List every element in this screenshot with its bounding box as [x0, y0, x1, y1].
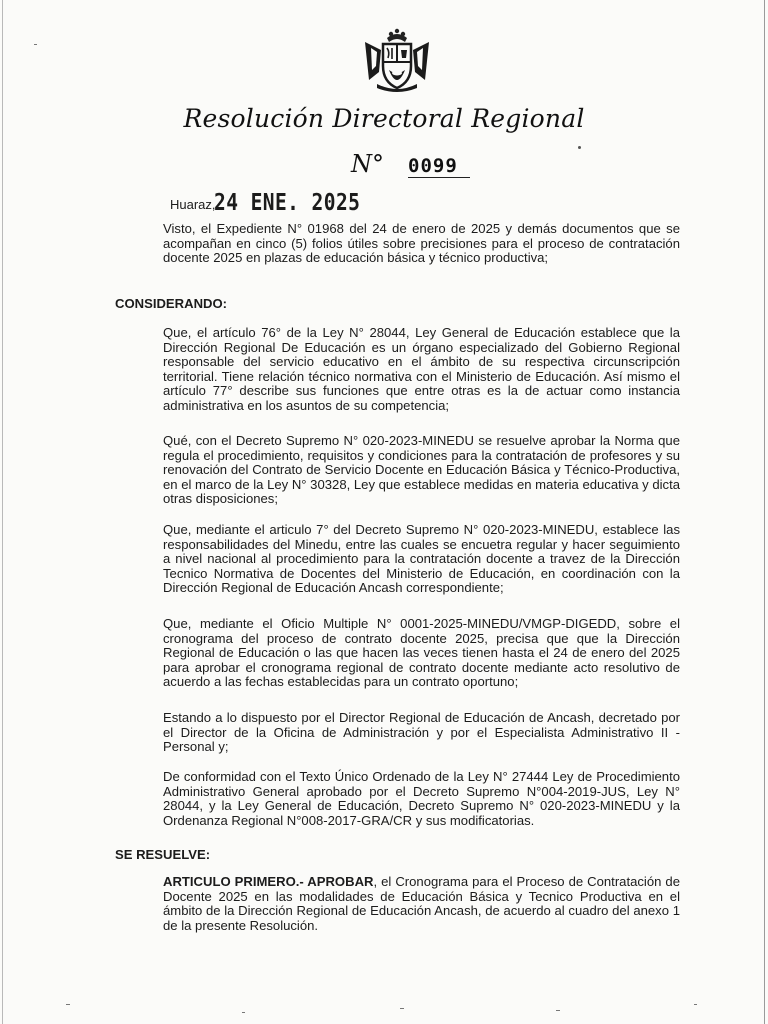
visto-text: Visto, el Expediente N° 01968 del 24 de enero de 2025 y demás documentos que se acompañan en cinco (5) folios útiles sobre precisiones para el proceso de contratación docente 2025 en plazas de educación básica y técnico productiva; [163, 221, 680, 266]
scan-speck [242, 1012, 245, 1013]
scan-speck [66, 1004, 70, 1005]
considerando-heading: CONSIDERANDO: [115, 296, 228, 311]
scan-speck [400, 1008, 404, 1009]
paragraph-text: De conformidad con el Texto Único Ordenado de la Ley N° 27444 Ley de Procedimiento Administrativo General aprobado por el Decreto Supremo N°004-2019-JUS, Ley N° 28044, y la Ley General de Educación, Decreto Supremo N° 020-2023-MINEDU y la Ordenanza Regional N°008-2017-GRA/CR y sus modificatorias. [163, 769, 680, 828]
scan-speck [34, 44, 37, 45]
considerando-paragraph-2 [115, 434, 680, 507]
visto-paragraph [115, 222, 680, 266]
article-first-label: ARTICULO PRIMERO.- APROBAR [163, 874, 374, 889]
page-left-edge [2, 0, 3, 1024]
resolution-number-label: N° [351, 150, 384, 178]
article-first-body [115, 875, 680, 933]
stamped-date: 24 ENE. 2025 [214, 190, 361, 216]
paragraph-text: Qué, con el Decreto Supremo N° 020-2023-MINEDU se resuelve aprobar la Norma que regula el procedimiento, requisitos y condiciones para la contratación de profesores y su renovación del Contrato de Servicio Docente en Educación Básica y Técnico-Productiva, en el marco de la Ley N° 30328, Ley que establece medidas en materia educativa y dicta otras disposiciones; [163, 433, 680, 507]
coat-of-arms-emblem [361, 28, 433, 94]
scan-speck [694, 1004, 697, 1005]
paragraph-text: Que, mediante el articulo 7° del Decreto Supremo N° 020-2023-MINEDU, establece las responsabilidades del Minedu, entre las cuales se encuetra regular y hacer seguimiento a nivel nacional al procedimiento para la contratación docente a travez de la Dirección Tecnico Normativa de Docentes del Ministerio de Educación, en coordinación con la Dirección Regional de Educación Ancash correspondiente; [163, 522, 680, 596]
considerando-paragraph-5 [115, 711, 680, 755]
place-label: Huaraz, [170, 197, 216, 212]
considerando-paragraph-6 [115, 770, 680, 828]
considerando-paragraph-1 [115, 326, 680, 414]
considerando-paragraph-4 [115, 617, 680, 690]
considerando-paragraph-3 [115, 523, 680, 596]
se-resuelve-heading: SE RESUELVE: [115, 847, 211, 862]
scan-speck [556, 1010, 560, 1011]
page-right-edge [764, 0, 765, 1024]
ink-dot [578, 146, 581, 149]
paragraph-text: Que, mediante el Oficio Multiple N° 0001-2025-MINEDU/VMGP-DIGEDD, sobre el cronograma del proceso de contrato docente 2025, precisa que que la Dirección Regional de Educación o las que hacen las veces tienen hasta el 24 de enero del 2025 para aprobar el cronograma regional de contrato docente mediante acto resolutivo de acuerdo a las fechas establecidas para un contrato oportuno; [163, 616, 680, 690]
resolution-number: 0099 [408, 155, 470, 178]
article-first-text: , el Cronograma para el Proceso de Contratación de Docente 2025 en las modalidades de Educación Básica y Tecnico Productiva en el ámbito de la Dirección Regional de Educación Ancash, de acuerdo al cuadro del anexo 1 de la presente Resolución. [163, 874, 680, 933]
article-first-paragraph [115, 875, 680, 933]
paragraph-text: Estando a lo dispuesto por el Director Regional de Educación de Ancash, decretado por el Director de la Oficina de Administración y por el Especialista Administrativo II - Personal y; [163, 710, 680, 755]
paragraph-text: Que, el artículo 76° de la Ley N° 28044, Ley General de Educación establece que la Dirección Regional De Educación es un órgano especializado del Gobierno Regional responsable del servicio educativo en el ámbito de su respectiva circunscripción territorial. Tiene relación técnico normativa con el Ministerio de Educación. Así mismo el artículo 77° describe sus funciones que entre otras es la de actuar como instancia administrativa en los asuntos de su competencia; [163, 325, 680, 413]
document-title: Resolución Directoral Regional [183, 104, 585, 133]
